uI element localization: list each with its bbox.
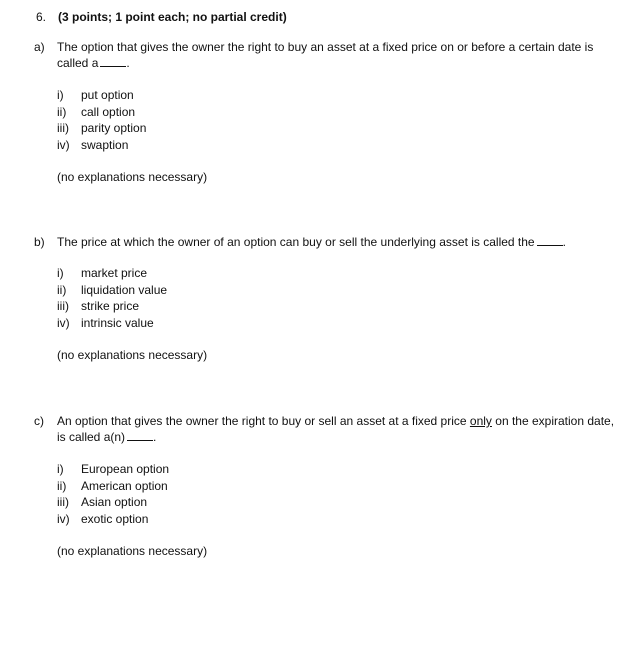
option-label: American option (81, 478, 168, 493)
option-label: exotic option (81, 511, 149, 526)
emphasis-text: only (469, 414, 492, 428)
answer-blank (537, 234, 563, 246)
option-number: iv) (57, 511, 70, 526)
sentence-end: . (126, 56, 130, 70)
option-item (57, 494, 169, 511)
option-number: iv) (57, 137, 70, 152)
option-number: i) (57, 88, 64, 102)
options-list (57, 87, 146, 153)
option-label: strike price (81, 299, 140, 313)
question-number: 6. (36, 10, 47, 24)
option-number: ii) (57, 478, 67, 493)
explanation-note: (no explanations necessary) (57, 170, 208, 184)
option-item (57, 511, 169, 528)
option-label: liquidation value (81, 282, 168, 297)
option-number: ii) (57, 104, 67, 119)
option-item (57, 120, 146, 137)
question-title: (3 points; 1 point each; no partial credit) (58, 10, 287, 24)
option-label: intrinsic value (81, 315, 154, 330)
option-number: iii) (57, 495, 69, 509)
option-number: i) (57, 266, 64, 280)
answer-blank (127, 429, 153, 441)
option-item (57, 315, 167, 332)
part-question-text (57, 39, 623, 71)
option-item (57, 478, 169, 495)
explanation-note: (no explanations necessary) (57, 544, 208, 558)
part-question-text (57, 413, 623, 445)
option-label: parity option (81, 121, 147, 135)
question-text: The price at which the owner of an option can buy or sell the underlying asset is called the (57, 235, 535, 249)
option-item (57, 87, 146, 104)
sentence-end: . (562, 235, 566, 249)
option-number: ii) (57, 282, 67, 297)
question-text: An option that gives the owner the right to buy or sell an asset at a fixed price (57, 414, 467, 428)
option-label: call option (81, 104, 136, 119)
option-number: i) (57, 462, 64, 476)
option-label: market price (81, 266, 148, 280)
option-item (57, 104, 146, 121)
option-label: European option (81, 462, 170, 476)
part-letter: a) (34, 40, 45, 54)
option-item (57, 282, 167, 299)
part-letter: c) (34, 414, 44, 428)
option-item (57, 298, 167, 315)
option-number: iv) (57, 315, 70, 330)
explanation-note: (no explanations necessary) (57, 348, 208, 362)
option-item (57, 137, 146, 154)
part-question-text (57, 234, 623, 250)
option-label: Asian option (81, 495, 148, 509)
options-list (57, 265, 167, 331)
option-item (57, 265, 167, 282)
option-number: iii) (57, 121, 69, 135)
question-header (36, 9, 287, 25)
sentence-end: . (153, 430, 157, 444)
option-item (57, 461, 169, 478)
question-text: The option that gives the owner the right to buy an asset at a fixed price on or before a certain date is called a (57, 40, 594, 70)
question-text-continued: on the expiration date, is called a(n) (57, 414, 615, 444)
part-letter: b) (34, 235, 45, 249)
option-number: iii) (57, 299, 69, 313)
option-label: swaption (81, 137, 129, 152)
options-list (57, 461, 169, 527)
answer-blank (100, 55, 126, 67)
option-label: put option (81, 88, 134, 102)
